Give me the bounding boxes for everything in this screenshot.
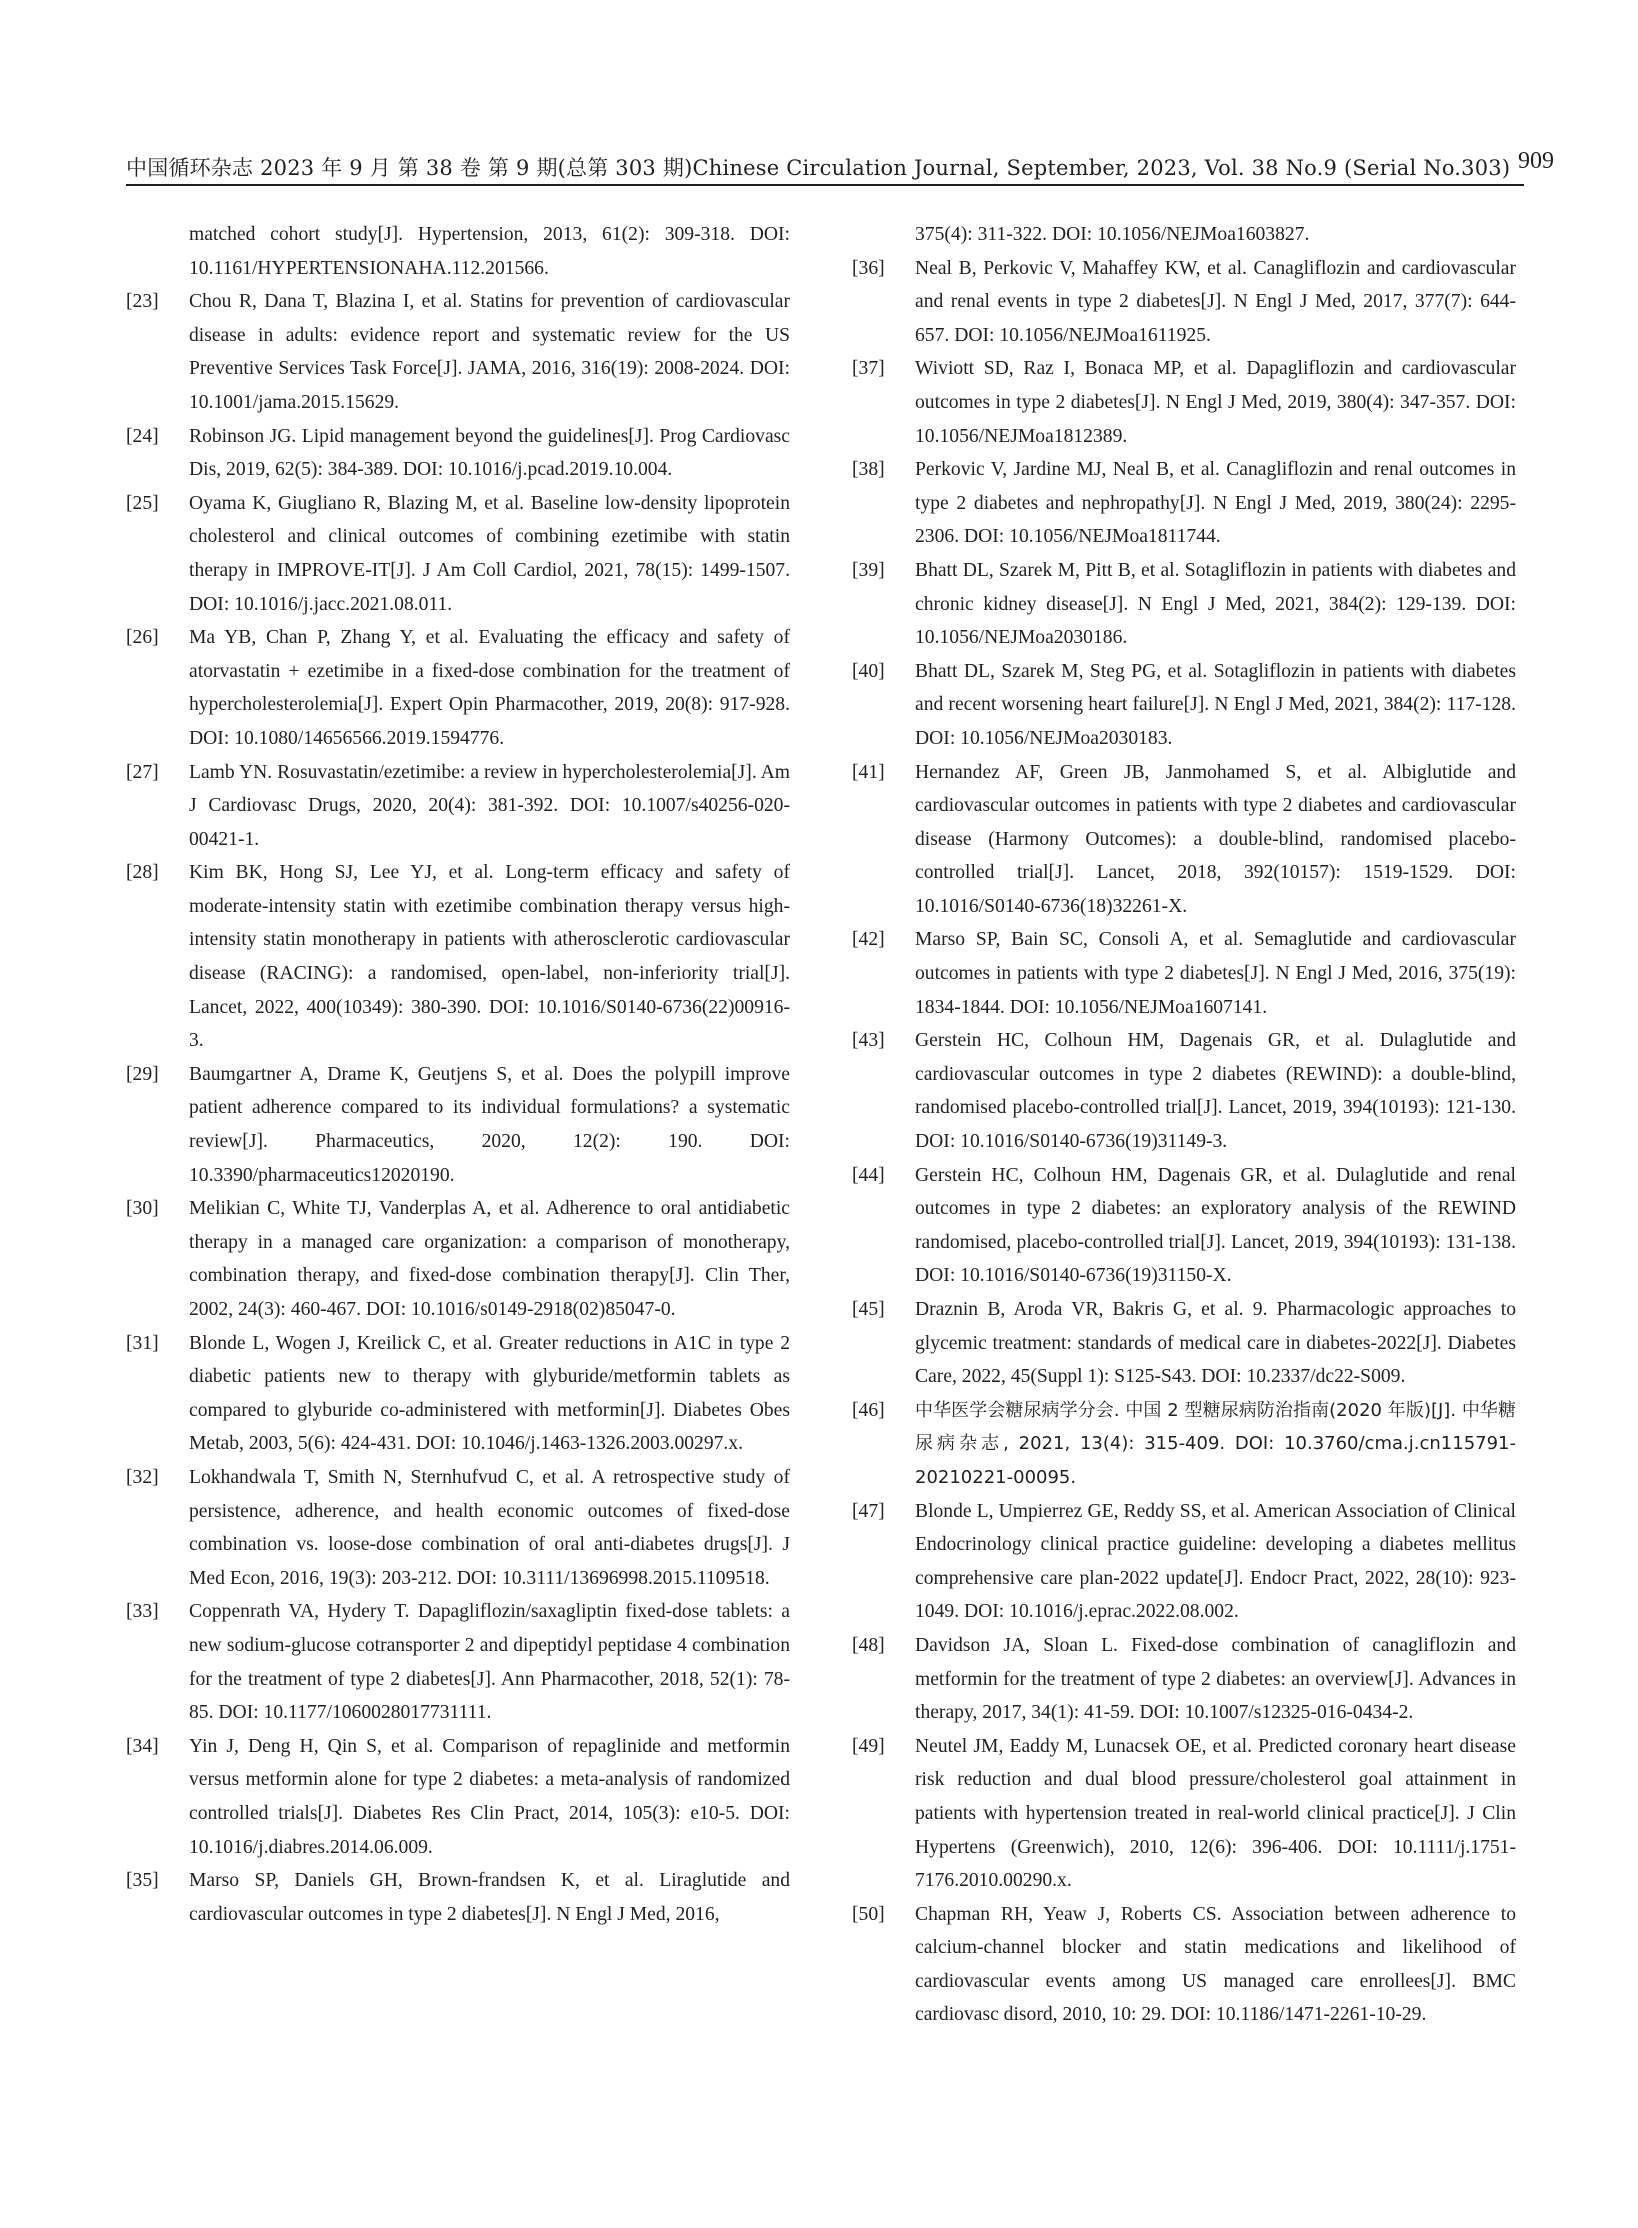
reference-text: Blonde L, Wogen J, Kreilick C, et al. Greater reductions in A1C in type 2 diabetic patients new to therapy with glyburide/metformin tablets as compared to glyburide co-administered with metformin[J]. Diabetes Obes Metab, 2003, 5(6): 424-431. DOI: 10.1046/j.1463-1326.2003.00297.x.: [189, 1332, 790, 1455]
reference-text: Marso SP, Daniels GH, Brown-frandsen K, et al. Liraglutide and cardiovascular outcomes in type 2 diabetes[J]. N Engl J Med, 2016,: [189, 1870, 790, 1925]
page-number: 909: [1518, 148, 1554, 174]
reference-entry: [852, 1159, 1516, 1293]
reference-text: Wiviott SD, Raz I, Bonaca MP, et al. Dapagliflozin and cardiovascular outcomes in type 2 diabetes[J]. N Engl J Med, 2019, 380(4): 347-357. DOI: 10.1056/NEJMoa1812389.: [915, 358, 1516, 447]
reference-entry: [126, 1730, 790, 1864]
reference-number: [32]: [126, 1466, 159, 1488]
reference-number: [47]: [852, 1500, 885, 1522]
reference-number: [50]: [852, 1903, 885, 1925]
reference-entry: [852, 923, 1516, 1024]
journal-header-text: 中国循环杂志 2023 年 9 月 第 38 卷 第 9 期(总第 303 期)Chinese Circulation Journal, September, 2023, Vol. 38 No.9 (Serial No.303): [126, 156, 1511, 180]
reference-entry: [126, 420, 790, 487]
reference-number: [46]: [852, 1399, 885, 1421]
reference-number: [41]: [852, 761, 885, 783]
reference-number: [35]: [126, 1870, 159, 1892]
reference-text: Neal B, Perkovic V, Mahaffey KW, et al. Canagliflozin and cardiovascular and renal events in type 2 diabetes[J]. N Engl J Med, 2017, 377(7): 644-657. DOI: 10.1056/NEJMoa1611925.: [915, 257, 1516, 346]
reference-number: [33]: [126, 1601, 159, 1623]
reference-number: [38]: [852, 459, 885, 481]
reference-number: [37]: [852, 358, 885, 380]
reference-entry: [126, 856, 790, 1058]
right-reference-column: [852, 218, 1516, 2032]
reference-number: [40]: [852, 660, 885, 682]
reference-text: Hernandez AF, Green JB, Janmohamed S, et al. Albiglutide and cardiovascular outcomes in patients with type 2 diabetes and cardiovascular disease (Harmony Outcomes): a double-blind, randomised placebo-controlled trial[J]. Lancet, 2018, 392(10157): 1519-1529. DOI: 10.1016/S0140-6736(18)32261-X.: [915, 761, 1516, 917]
reference-text: 中华医学会糖尿病学分会. 中国 2 型糖尿病防治指南(2020 年版)[J]. 中华糖尿病杂志, 2021, 13(4): 315-409. DOI: 10.3760/cma.j.cn115791-20210221-00095.: [915, 1399, 1516, 1488]
reference-number: [43]: [852, 1030, 885, 1052]
reference-text: Draznin B, Aroda VR, Bakris G, et al. 9. Pharmacologic approaches to glycemic treatment: standards of medical care in diabetes-2022[J]. Diabetes Care, 2022, 45(Suppl 1): S125-S43. DOI: 10.2337/dc22-S009.: [915, 1299, 1516, 1388]
reference-text: Lamb YN. Rosuvastatin/ezetimibe: a review in hypercholesterolemia[J]. Am J Cardiovasc Drugs, 2020, 20(4): 381-392. DOI: 10.1007/s40256-020-00421-1.: [189, 761, 790, 850]
reference-number: [45]: [852, 1299, 885, 1320]
reference-text: Coppenrath VA, Hydery T. Dapagliflozin/saxagliptin fixed-dose tablets: a new sodium-glucose cotransporter 2 and dipeptidyl peptidase 4 combination for the treatment of type 2 diabetes[J]. Ann Pharmacother, 2018, 52(1): 78-85. DOI: 10.1177/1060028017731111.: [189, 1601, 790, 1724]
reference-text: Baumgartner A, Drame K, Geutjens S, et al. Does the polypill improve patient adherence compared to its individual formulations? a systematic review[J]. Pharmaceutics, 2020, 12(2): 190. DOI: 10.3390/pharmaceutics12020190.: [189, 1063, 790, 1186]
reference-entry: [852, 1293, 1516, 1394]
reference-text: Blonde L, Umpierrez GE, Reddy SS, et al. American Association of Clinical Endocrinology clinical practice guideline: developing a diabetes mellitus comprehensive care plan-2022 update[J]. Endocr Pract, 2022, 28(10): 923-1049. DOI: 10.1016/j.eprac.2022.08.002.: [915, 1500, 1516, 1623]
reference-number: [25]: [126, 492, 159, 514]
reference-text: Oyama K, Giugliano R, Blazing M, et al. Baseline low-density lipoprotein cholesterol and clinical outcomes of combining ezetimibe with statin therapy in IMPROVE-IT[J]. J Am Coll Cardiol, 2021, 78(15): 1499-1507. DOI: 10.1016/j.jacc.2021.08.011.: [189, 492, 790, 615]
reference-entry: [126, 1595, 790, 1729]
reference-entry: [126, 1192, 790, 1326]
reference-number: [39]: [852, 559, 885, 581]
reference-number: [27]: [126, 761, 159, 783]
reference-entry: [852, 252, 1516, 353]
reference-entry: [852, 1898, 1516, 2032]
reference-entry: [852, 1024, 1516, 1158]
reference-text: Ma YB, Chan P, Zhang Y, et al. Evaluating the efficacy and safety of atorvastatin + ezetimibe in a fixed-dose combination for the treatment of hypercholesterolemia[J]. Expert Opin Pharmacother, 2019, 20(8): 917-928. DOI: 10.1080/14656566.2019.1594776.: [189, 627, 790, 749]
reference-text: Perkovic V, Jardine MJ, Neal B, et al. Canagliflozin and renal outcomes in type 2 diabetes and nephropathy[J]. N Engl J Med, 2019, 380(24): 2295-2306. DOI: 10.1056/NEJMoa1811744.: [915, 459, 1516, 548]
reference-text: Kim BK, Hong SJ, Lee YJ, et al. Long-term efficacy and safety of moderate-intensity statin with ezetimibe combination therapy versus high-intensity statin monotherapy in patients with atherosclerotic cardiovascular disease (RACING): a randomised, open-label, non-inferiority trial[J]. Lancet, 2022, 400(10349): 380-390. DOI: 10.1016/S0140-6736(22)00916-3.: [189, 862, 790, 1052]
reference-entry: [852, 453, 1516, 554]
reference-entry: [852, 1394, 1516, 1495]
reference-entry: [852, 554, 1516, 655]
reference-continuation: 375(4): 311-322. DOI: 10.1056/NEJMoa1603827.: [915, 224, 1310, 245]
reference-number: [24]: [126, 425, 159, 447]
reference-number: [44]: [852, 1164, 885, 1186]
reference-number: [34]: [126, 1735, 159, 1757]
reference-entry: [852, 352, 1516, 453]
reference-number: [31]: [126, 1332, 159, 1354]
reference-continuation: matched cohort study[J]. Hypertension, 2013, 61(2): 309-318. DOI: 10.1161/HYPERTENSIONAHA.112.201566.: [189, 224, 790, 279]
reference-number: [30]: [126, 1198, 159, 1220]
reference-number: [23]: [126, 291, 159, 313]
reference-entry: [852, 655, 1516, 756]
reference-entry: [126, 1058, 790, 1192]
reference-text: Bhatt DL, Szarek M, Pitt B, et al. Sotagliflozin in patients with diabetes and chronic kidney disease[J]. N Engl J Med, 2021, 384(2): 129-139. DOI: 10.1056/NEJMoa2030186.: [915, 559, 1516, 649]
reference-entry: [126, 487, 790, 621]
reference-number: [48]: [852, 1634, 885, 1656]
reference-entry: [126, 1327, 790, 1461]
reference-number: [42]: [852, 929, 885, 951]
running-header: [126, 148, 1554, 186]
reference-entry: [126, 285, 790, 419]
reference-text: Chapman RH, Yeaw J, Roberts CS. Association between adherence to calcium-channel blocker and statin medications and likelihood of cardiovascular events among US managed care enrollees[J]. BMC cardiovasc disord, 2010, 10: 29. DOI: 10.1186/1471-2261-10-29.: [915, 1903, 1516, 2026]
reference-text: Gerstein HC, Colhoun HM, Dagenais GR, et al. Dulaglutide and cardiovascular outcomes in type 2 diabetes (REWIND): a double-blind, randomised placebo-controlled trial[J]. Lancet, 2019, 394(10193): 121-130. DOI: 10.1016/S0140-6736(19)31149-3.: [915, 1030, 1516, 1153]
reference-entry: [126, 756, 790, 857]
reference-text: Neutel JM, Eaddy M, Lunacsek OE, et al. Predicted coronary heart disease risk reduction and dual blood pressure/cholesterol goal attainment in patients with hypertension treated in real-world clinical practice[J]. J Clin Hypertens (Greenwich), 2010, 12(6): 396-406. DOI: 10.1111/j.1751-7176.2010.00290.x.: [915, 1735, 1516, 1892]
reference-text: Gerstein HC, Colhoun HM, Dagenais GR, et al. Dulaglutide and renal outcomes in type 2 diabetes: an exploratory analysis of the REWIND randomised, placebo-controlled trial[J]. Lancet, 2019, 394(10193): 131-138. DOI: 10.1016/S0140-6736(19)31150-X.: [915, 1164, 1516, 1287]
reference-text: Bhatt DL, Szarek M, Steg PG, et al. Sotagliflozin in patients with diabetes and recent worsening heart failure[J]. N Engl J Med, 2021, 384(2): 117-128. DOI: 10.1056/NEJMoa2030183.: [915, 660, 1516, 749]
reference-entry: [852, 1629, 1516, 1730]
reference-text: Lokhandwala T, Smith N, Sternhufvud C, et al. A retrospective study of persistence, adherence, and health economic outcomes of fixed-dose combination vs. loose-dose combination of oral anti-diabetes drugs[J]. J Med Econ, 2016, 19(3): 203-212. DOI: 10.3111/13696998.2015.1109518.: [189, 1466, 790, 1589]
reference-number: [29]: [126, 1063, 159, 1085]
reference-entry: [126, 621, 790, 755]
left-reference-column: [126, 218, 790, 1931]
reference-entry: [852, 1730, 1516, 1898]
reference-entry: [852, 756, 1516, 924]
reference-entry: [852, 1495, 1516, 1629]
reference-number: [36]: [852, 257, 885, 279]
reference-number: [49]: [852, 1735, 885, 1757]
reference-text: Marso SP, Bain SC, Consoli A, et al. Semaglutide and cardiovascular outcomes in patients with type 2 diabetes[J]. N Engl J Med, 2016, 375(19): 1834-1844. DOI: 10.1056/NEJMoa1607141.: [915, 929, 1516, 1018]
reference-number: [26]: [126, 627, 159, 649]
reference-entry: [126, 1461, 790, 1595]
reference-entry: [126, 1864, 790, 1931]
reference-text: Robinson JG. Lipid management beyond the guidelines[J]. Prog Cardiovasc Dis, 2019, 62(5): 384-389. DOI: 10.1016/j.pcad.2019.10.004.: [189, 425, 790, 481]
reference-text: Melikian C, White TJ, Vanderplas A, et al. Adherence to oral antidiabetic therapy in a managed care organization: a comparison of monotherapy, combination therapy, and fixed-dose combination therapy[J]. Clin Ther, 2002, 24(3): 460-467. DOI: 10.1016/s0149-2918(02)85047-0.: [189, 1198, 790, 1320]
reference-number: [28]: [126, 862, 159, 884]
reference-text: Davidson JA, Sloan L. Fixed-dose combination of canagliflozin and metformin for the treatment of type 2 diabetes: an overview[J]. Advances in therapy, 2017, 34(1): 41-59. DOI: 10.1007/s12325-016-0434-2.: [915, 1634, 1516, 1724]
reference-text: Yin J, Deng H, Qin S, et al. Comparison of repaglinide and metformin versus metformin alone for type 2 diabetes: a meta-analysis of randomized controlled trials[J]. Diabetes Res Clin Pract, 2014, 105(3): e10-5. DOI: 10.1016/j.diabres.2014.06.009.: [189, 1735, 790, 1858]
reference-text: Chou R, Dana T, Blazina I, et al. Statins for prevention of cardiovascular disease in adults: evidence report and systematic review for the US Preventive Services Task Force[J]. JAMA, 2016, 316(19): 2008-2024. DOI: 10.1001/jama.2015.15629.: [189, 291, 790, 413]
